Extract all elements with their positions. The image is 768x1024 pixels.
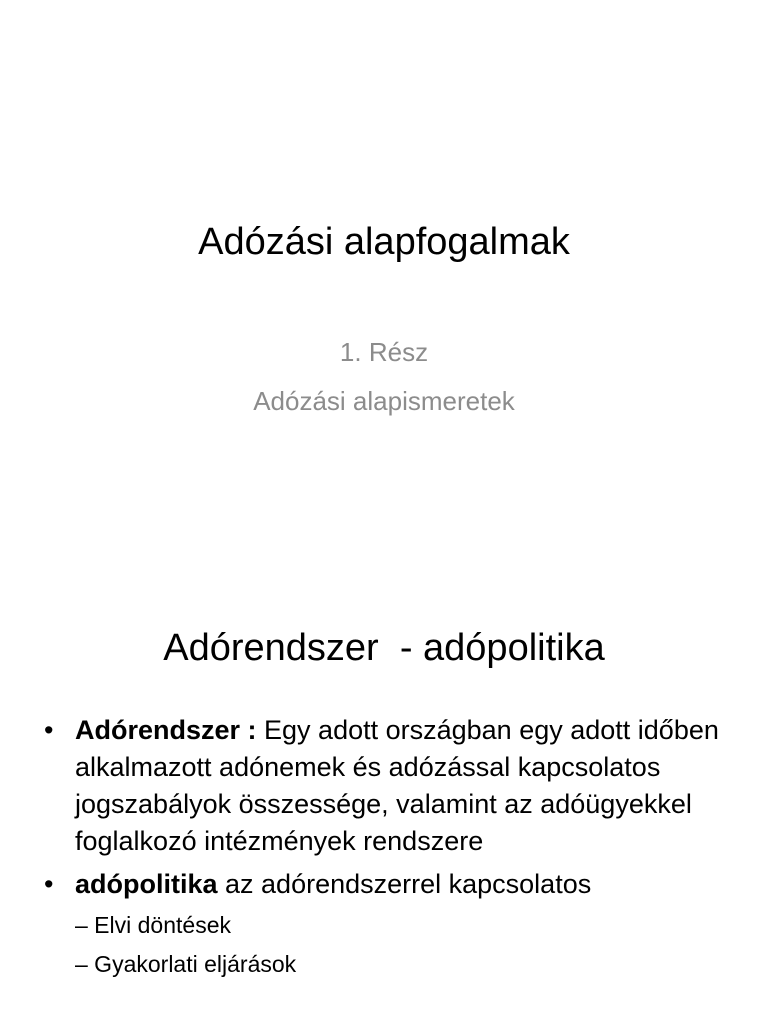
bullet-term: Adórendszer : [75, 715, 257, 745]
bullet-icon: • [44, 869, 54, 899]
bullet-text: az adórendszerrel kapcsolatos [217, 869, 592, 899]
content-slide [0, 576, 768, 1024]
bullet-term: adópolitika [75, 869, 218, 899]
bullet-item-adorendszer [42, 712, 732, 860]
slide-title: Adórendszer - adópolitika [163, 627, 605, 669]
slide-title: Adózási alapfogalmak [198, 221, 570, 263]
subtitle-part-number: 1. Rész [339, 337, 429, 367]
bullet-item-adopolitika [42, 866, 732, 980]
sub-bullet-item: – Gyakorlati eljárások [75, 951, 297, 977]
bullet-icon: • [44, 715, 54, 745]
bullet-list [42, 712, 732, 987]
bullet-text: Egy adott országban egy adott időben alkalmazott adónemek és adózással kapcsolatos jogszabályok összessége, valamint az adóügyekkel foglalkozó intézmények rendszere [75, 715, 719, 856]
sub-bullet-list [75, 909, 732, 980]
sub-bullet-item: – Elvi döntések [75, 912, 231, 938]
subtitle-description: Adózási alapismeretek [253, 386, 515, 416]
